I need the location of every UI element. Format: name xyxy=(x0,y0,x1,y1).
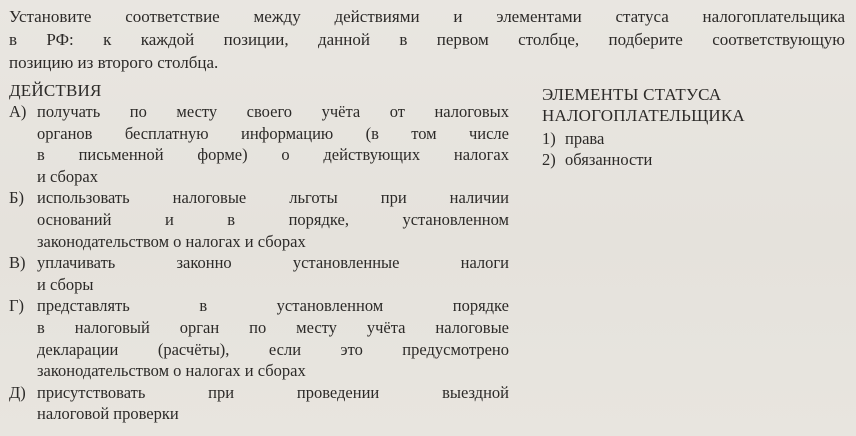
elements-list xyxy=(542,128,652,170)
element-number: 1) xyxy=(542,129,556,148)
action-item-a xyxy=(9,101,509,187)
action-text-line: использовать налоговые льготы при наличии xyxy=(37,188,509,208)
action-item-g xyxy=(9,295,509,381)
action-text-line: налоговой проверки xyxy=(37,404,179,424)
action-text-line: получать по месту своего учёта от налоговых xyxy=(37,102,509,121)
action-label: Б) xyxy=(9,188,24,208)
action-text-line: законодательством о налогах и сборах xyxy=(37,361,306,381)
action-text-line: и сборы xyxy=(37,274,94,294)
action-text-line: органов бесплатную информацию (в том числе xyxy=(37,123,509,143)
task-statement-line: в РФ: к каждой позиции, данной в первом столбце, подберите соответствующую xyxy=(9,30,845,49)
actions-column-heading: ДЕЙСТВИЯ xyxy=(9,81,102,100)
elements-heading-line: ЭЛЕМЕНТЫ СТАТУСА xyxy=(542,85,722,104)
action-text-line: представлять в установленном порядке xyxy=(37,296,509,316)
element-text: обязанности xyxy=(565,150,653,169)
task-statement xyxy=(9,5,845,74)
action-label: Д) xyxy=(9,382,26,402)
element-number: 2) xyxy=(542,150,556,169)
action-label: Г) xyxy=(9,296,25,316)
action-text-line: в письменной форме) о действующих налогах xyxy=(37,145,509,165)
elements-column-heading xyxy=(542,84,842,126)
action-text-line: декларации (расчёты), если это предусмотрено xyxy=(37,339,509,359)
element-item-duties xyxy=(542,149,652,170)
action-item-d xyxy=(9,382,509,425)
action-text-line: оснований и в порядке, установленном xyxy=(37,209,509,229)
action-text-line: и сборах xyxy=(37,166,98,186)
action-text-line: законодательством о налогах и сборах xyxy=(37,231,306,251)
task-statement-line: позицию из второго столбца. xyxy=(9,53,219,72)
action-text-line: уплачивать законно установленные налоги xyxy=(37,253,509,273)
action-text-line: присутствовать при проведении выездной xyxy=(37,382,509,402)
element-item-rights xyxy=(542,128,652,149)
action-item-b xyxy=(9,187,509,252)
actions-list xyxy=(9,101,509,425)
task-statement-line: Установите соответствие между действиями и элементами статуса налогоплательщика xyxy=(9,7,845,26)
action-label: А) xyxy=(9,102,27,121)
element-text: права xyxy=(565,129,605,148)
action-label: В) xyxy=(9,253,26,273)
action-item-v xyxy=(9,252,509,295)
elements-heading-line: НАЛОГОПЛАТЕЛЬЩИКА xyxy=(542,106,745,125)
action-text-line: в налоговый орган по месту учёта налоговые xyxy=(37,317,509,337)
